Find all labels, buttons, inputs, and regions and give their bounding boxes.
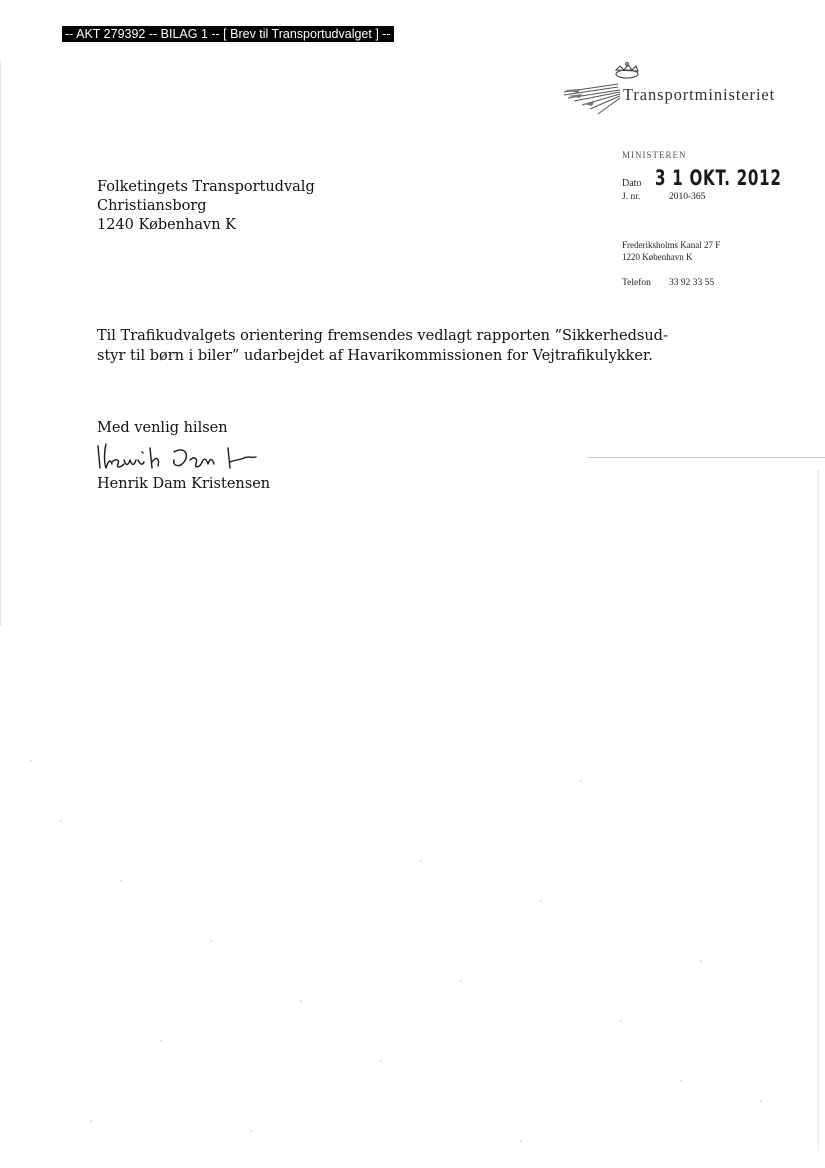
body-line-2: styr til børn i biler” udarbejdet af Havarikommissionen for Vejtrafikulykker.	[97, 348, 653, 364]
recipient-name: Folketingets Transportudvalg	[97, 179, 315, 195]
sender-address-street: Frederiksholms Kanal 27 F	[622, 240, 721, 250]
date-stamp: 3 1 OKT. 2012	[655, 166, 782, 190]
recipient-city: 1240 København K	[97, 217, 236, 233]
ministry-logo	[560, 62, 775, 122]
body-line-1: Til Trafikudvalgets orientering fremsendes vedlagt rapporten ”Sikkerhedsud-	[97, 328, 668, 344]
fold-line	[588, 457, 825, 458]
journal-number: 2010-365	[669, 192, 706, 202]
telephone-label: Telefon	[622, 278, 651, 288]
closing-salutation: Med venlig hilsen	[97, 420, 228, 436]
akt-banner: -- AKT 279392 -- BILAG 1 -- [ Brev til Transportudvalget ] --	[62, 26, 394, 42]
ministeren-label: MINISTEREN	[622, 150, 687, 160]
date-label: Dato	[622, 178, 642, 189]
journal-number-label: J. nr.	[622, 192, 641, 202]
handwritten-signature-icon	[94, 438, 264, 478]
signer-name: Henrik Dam Kristensen	[97, 476, 271, 492]
scan-edge-right	[818, 470, 819, 1150]
telephone-number: 33 92 33 55	[669, 278, 715, 288]
ministry-name: Transportministeriet	[623, 85, 776, 104]
recipient-building: Christiansborg	[97, 198, 207, 214]
letter-body	[97, 326, 668, 366]
recipient-address	[97, 178, 315, 235]
sender-address-city: 1220 København K	[622, 252, 693, 262]
scan-edge-left	[0, 60, 1, 625]
